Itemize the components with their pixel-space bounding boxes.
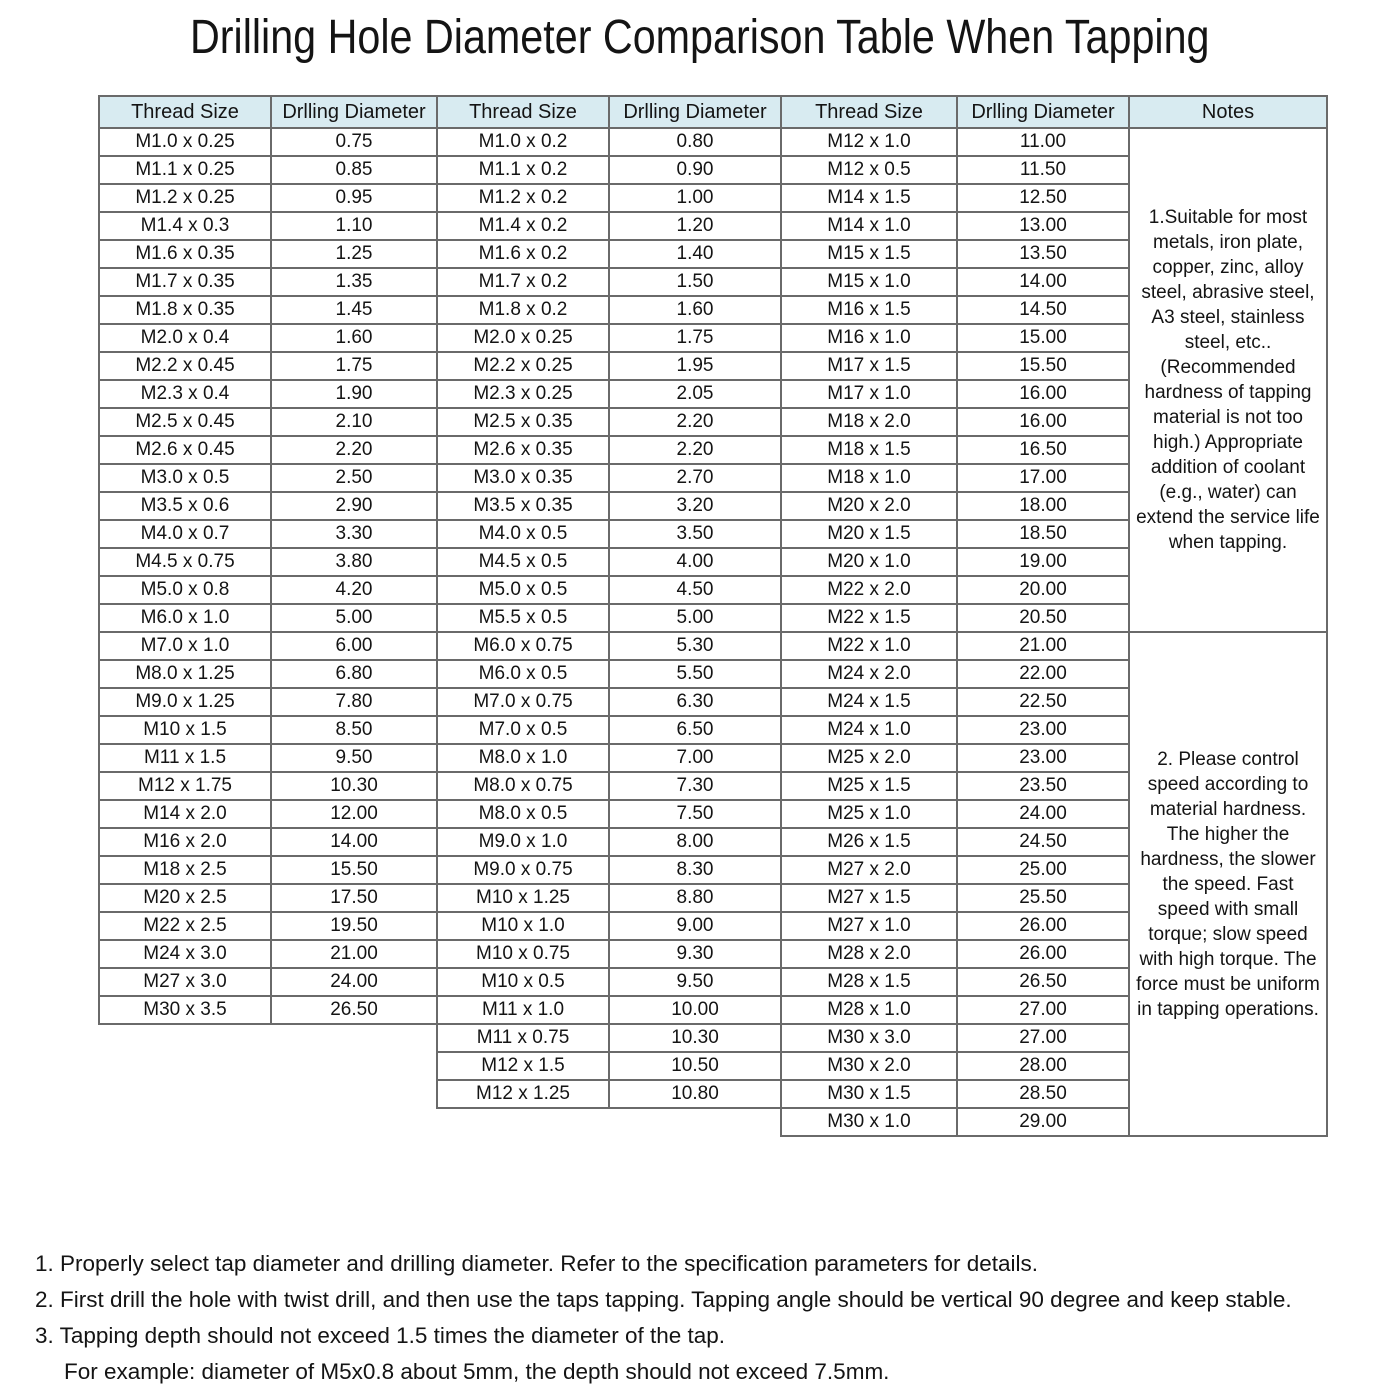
thread-size-cell: M1.6 x 0.35 (99, 240, 271, 268)
thread-size-cell: M24 x 2.0 (781, 660, 957, 688)
thread-size-cell: M27 x 1.5 (781, 884, 957, 912)
thread-size-cell: M10 x 1.25 (437, 884, 609, 912)
thread-size-cell: M30 x 1.0 (781, 1108, 957, 1136)
drilling-diameter-cell: 3.30 (271, 520, 437, 548)
drilling-diameter-cell: 2.90 (271, 492, 437, 520)
thread-size-cell: M20 x 1.0 (781, 548, 957, 576)
drilling-diameter-cell: 6.30 (609, 688, 781, 716)
drilling-diameter-cell: 6.80 (271, 660, 437, 688)
thread-size-cell: M30 x 2.0 (781, 1052, 957, 1080)
drilling-diameter-cell: 7.80 (271, 688, 437, 716)
drilling-diameter-cell: 19.50 (271, 912, 437, 940)
drilling-diameter-cell: 24.00 (271, 968, 437, 996)
thread-size-cell: M4.0 x 0.7 (99, 520, 271, 548)
drilling-diameter-cell: 0.95 (271, 184, 437, 212)
drilling-diameter-cell: 6.00 (271, 632, 437, 660)
thread-size-cell: M14 x 1.0 (781, 212, 957, 240)
thread-size-cell: M24 x 3.0 (99, 940, 271, 968)
drilling-diameter-cell: 23.00 (957, 716, 1129, 744)
thread-size-cell: M5.0 x 0.5 (437, 576, 609, 604)
drilling-diameter-cell: 16.00 (957, 408, 1129, 436)
drilling-diameter-cell: 0.75 (271, 128, 437, 156)
drilling-diameter-cell: 7.50 (609, 800, 781, 828)
thread-size-cell: M10 x 1.5 (99, 716, 271, 744)
thread-size-cell: M4.5 x 0.75 (99, 548, 271, 576)
thread-size-cell: M30 x 3.5 (99, 996, 271, 1024)
column-header: Thread Size (437, 96, 609, 128)
title-wrap (0, 10, 1400, 65)
drilling-diameter-cell: 2.50 (271, 464, 437, 492)
drilling-diameter-cell: 21.00 (957, 632, 1129, 660)
drilling-diameter-cell: 5.50 (609, 660, 781, 688)
thread-size-cell: M18 x 1.5 (781, 436, 957, 464)
drilling-diameter-cell: 1.35 (271, 268, 437, 296)
drilling-diameter-cell: 1.50 (609, 268, 781, 296)
drilling-diameter-cell: 3.20 (609, 492, 781, 520)
thread-size-cell: M11 x 1.5 (99, 744, 271, 772)
drilling-diameter-cell: 2.05 (609, 380, 781, 408)
drilling-diameter-cell: 19.00 (957, 548, 1129, 576)
drilling-diameter-cell: 26.00 (957, 912, 1129, 940)
notes-cell-2: 2. Please control speed according to material hardness. The higher the hardness, the slower the speed. Fast speed with small torque; slow speed with high torque. The force must be uniform in tapping operations. (1129, 632, 1327, 1136)
drilling-diameter-cell: 24.00 (957, 800, 1129, 828)
column-header: Drlling Diameter (271, 96, 437, 128)
thread-size-cell: M2.6 x 0.35 (437, 436, 609, 464)
thread-size-cell: M22 x 1.5 (781, 604, 957, 632)
drilling-diameter-cell: 1.10 (271, 212, 437, 240)
table-row (99, 632, 1327, 660)
drilling-diameter-cell: 25.50 (957, 884, 1129, 912)
drilling-diameter-cell: 4.50 (609, 576, 781, 604)
drilling-diameter-cell: 7.00 (609, 744, 781, 772)
drilling-diameter-cell: 3.80 (271, 548, 437, 576)
drilling-diameter-cell: 25.00 (957, 856, 1129, 884)
thread-size-cell: M17 x 1.0 (781, 380, 957, 408)
drilling-diameter-cell: 22.00 (957, 660, 1129, 688)
drilling-diameter-cell: 29.00 (957, 1108, 1129, 1136)
thread-size-cell: M8.0 x 0.5 (437, 800, 609, 828)
drilling-diameter-cell: 1.25 (271, 240, 437, 268)
drilling-diameter-cell: 8.30 (609, 856, 781, 884)
thread-size-cell: M11 x 1.0 (437, 996, 609, 1024)
drilling-diameter-cell: 24.50 (957, 828, 1129, 856)
drilling-diameter-cell: 1.40 (609, 240, 781, 268)
thread-size-cell: M20 x 1.5 (781, 520, 957, 548)
thread-size-cell: M22 x 2.0 (781, 576, 957, 604)
drilling-diameter-cell: 1.00 (609, 184, 781, 212)
drilling-diameter-cell: 26.50 (271, 996, 437, 1024)
drilling-diameter-cell: 4.00 (609, 548, 781, 576)
drilling-diameter-cell: 2.70 (609, 464, 781, 492)
drilling-diameter-cell: 27.00 (957, 1024, 1129, 1052)
thread-size-cell: M25 x 1.0 (781, 800, 957, 828)
thread-size-cell: M4.0 x 0.5 (437, 520, 609, 548)
thread-size-cell: M6.0 x 0.5 (437, 660, 609, 688)
column-header: Drlling Diameter (957, 96, 1129, 128)
thread-size-cell: M7.0 x 0.75 (437, 688, 609, 716)
column-header: Notes (1129, 96, 1327, 128)
thread-size-cell: M9.0 x 1.0 (437, 828, 609, 856)
drilling-diameter-cell: 0.85 (271, 156, 437, 184)
drilling-diameter-cell: 6.50 (609, 716, 781, 744)
drilling-diameter-cell: 16.50 (957, 436, 1129, 464)
drilling-diameter-cell: 26.00 (957, 940, 1129, 968)
thread-size-cell: M27 x 1.0 (781, 912, 957, 940)
thread-size-cell: M10 x 0.75 (437, 940, 609, 968)
drilling-diameter-cell: 2.10 (271, 408, 437, 436)
thread-size-cell: M2.2 x 0.45 (99, 352, 271, 380)
thread-size-cell: M10 x 1.0 (437, 912, 609, 940)
thread-size-cell: M2.3 x 0.4 (99, 380, 271, 408)
footer-note-1: 1. Properly select tap diameter and drilling diameter. Refer to the specification parameters for details. (35, 1251, 1038, 1276)
drilling-diameter-cell: 12.50 (957, 184, 1129, 212)
drilling-diameter-cell: 5.30 (609, 632, 781, 660)
drilling-diameter-cell: 22.50 (957, 688, 1129, 716)
column-header: Drlling Diameter (609, 96, 781, 128)
blank-cell (99, 1024, 437, 1052)
thread-size-cell: M22 x 2.5 (99, 912, 271, 940)
thread-size-cell: M6.0 x 1.0 (99, 604, 271, 632)
drilling-diameter-cell: 15.00 (957, 324, 1129, 352)
thread-size-cell: M16 x 1.5 (781, 296, 957, 324)
thread-size-cell: M12 x 0.5 (781, 156, 957, 184)
drilling-diameter-cell: 23.50 (957, 772, 1129, 800)
drilling-diameter-cell: 1.75 (609, 324, 781, 352)
table-header-row (99, 96, 1327, 128)
footer-notes (35, 1246, 1380, 1390)
drilling-diameter-cell: 2.20 (609, 436, 781, 464)
drilling-diameter-cell: 0.80 (609, 128, 781, 156)
thread-size-cell: M8.0 x 1.0 (437, 744, 609, 772)
drilling-diameter-cell: 8.80 (609, 884, 781, 912)
drilling-diameter-cell: 5.00 (271, 604, 437, 632)
drilling-diameter-cell: 9.00 (609, 912, 781, 940)
thread-size-cell: M12 x 1.0 (781, 128, 957, 156)
thread-size-cell: M2.5 x 0.45 (99, 408, 271, 436)
blank-cell (99, 1052, 437, 1080)
thread-size-cell: M5.5 x 0.5 (437, 604, 609, 632)
thread-size-cell: M2.5 x 0.35 (437, 408, 609, 436)
thread-size-cell: M8.0 x 1.25 (99, 660, 271, 688)
drilling-diameter-cell: 20.50 (957, 604, 1129, 632)
thread-size-cell: M15 x 1.5 (781, 240, 957, 268)
thread-size-cell: M1.8 x 0.2 (437, 296, 609, 324)
thread-size-cell: M22 x 1.0 (781, 632, 957, 660)
thread-size-cell: M1.7 x 0.2 (437, 268, 609, 296)
thread-size-cell: M28 x 1.5 (781, 968, 957, 996)
thread-size-cell: M3.0 x 0.35 (437, 464, 609, 492)
drilling-diameter-cell: 17.50 (271, 884, 437, 912)
column-header: Thread Size (781, 96, 957, 128)
drilling-diameter-cell: 2.20 (609, 408, 781, 436)
notes-cell-1: 1.Suitable for most metals, iron plate, copper, zinc, alloy steel, abrasive steel, A3 steel, stainless steel, etc..(Recommended hardness of tapping material is not too high.) Appropriate addition of coolant (e.g., water) can extend the service life when tapping. (1129, 128, 1327, 632)
thread-size-cell: M12 x 1.25 (437, 1080, 609, 1108)
thread-size-cell: M2.3 x 0.25 (437, 380, 609, 408)
blank-cell (437, 1108, 781, 1136)
footer-note-2: 2. First drill the hole with twist drill, and then use the taps tapping. Tapping angle should be vertical 90 degree and keep stable. (35, 1287, 1292, 1312)
thread-size-cell: M11 x 0.75 (437, 1024, 609, 1052)
page-title: Drilling Hole Diameter Comparison Table When Tapping (190, 11, 1210, 64)
drilling-diameter-cell: 14.50 (957, 296, 1129, 324)
drilling-diameter-cell: 10.30 (271, 772, 437, 800)
thread-size-cell: M25 x 2.0 (781, 744, 957, 772)
drilling-diameter-cell: 10.50 (609, 1052, 781, 1080)
thread-size-cell: M3.5 x 0.35 (437, 492, 609, 520)
thread-size-cell: M18 x 2.0 (781, 408, 957, 436)
drilling-diameter-cell: 9.50 (271, 744, 437, 772)
thread-size-cell: M2.0 x 0.25 (437, 324, 609, 352)
thread-size-cell: M24 x 1.0 (781, 716, 957, 744)
drilling-diameter-cell: 0.90 (609, 156, 781, 184)
drilling-diameter-cell: 15.50 (271, 856, 437, 884)
drilling-diameter-cell: 27.00 (957, 996, 1129, 1024)
thread-size-cell: M5.0 x 0.8 (99, 576, 271, 604)
thread-size-cell: M1.1 x 0.25 (99, 156, 271, 184)
thread-size-cell: M2.0 x 0.4 (99, 324, 271, 352)
thread-size-cell: M24 x 1.5 (781, 688, 957, 716)
thread-size-cell: M16 x 2.0 (99, 828, 271, 856)
drilling-diameter-cell: 1.75 (271, 352, 437, 380)
drilling-diameter-cell: 1.60 (271, 324, 437, 352)
drilling-diameter-cell: 9.50 (609, 968, 781, 996)
thread-size-cell: M16 x 1.0 (781, 324, 957, 352)
thread-size-cell: M1.2 x 0.25 (99, 184, 271, 212)
thread-size-cell: M10 x 0.5 (437, 968, 609, 996)
thread-size-cell: M28 x 2.0 (781, 940, 957, 968)
column-header: Thread Size (99, 96, 271, 128)
thread-size-cell: M3.5 x 0.6 (99, 492, 271, 520)
thread-size-cell: M2.6 x 0.45 (99, 436, 271, 464)
thread-size-cell: M1.4 x 0.3 (99, 212, 271, 240)
thread-size-cell: M18 x 1.0 (781, 464, 957, 492)
thread-size-cell: M26 x 1.5 (781, 828, 957, 856)
drilling-diameter-cell: 18.00 (957, 492, 1129, 520)
drilling-diameter-cell: 7.30 (609, 772, 781, 800)
drilling-diameter-cell: 17.00 (957, 464, 1129, 492)
thread-size-cell: M27 x 3.0 (99, 968, 271, 996)
thread-size-cell: M1.0 x 0.2 (437, 128, 609, 156)
thread-size-cell: M17 x 1.5 (781, 352, 957, 380)
drilling-diameter-cell: 28.00 (957, 1052, 1129, 1080)
thread-size-cell: M20 x 2.0 (781, 492, 957, 520)
drilling-diameter-cell: 8.50 (271, 716, 437, 744)
drilling-diameter-cell: 14.00 (271, 828, 437, 856)
drilling-diameter-cell: 28.50 (957, 1080, 1129, 1108)
drilling-diameter-cell: 3.50 (609, 520, 781, 548)
drilling-diameter-cell: 26.50 (957, 968, 1129, 996)
thread-size-cell: M9.0 x 0.75 (437, 856, 609, 884)
drilling-diameter-cell: 2.20 (271, 436, 437, 464)
thread-size-cell: M28 x 1.0 (781, 996, 957, 1024)
drilling-diameter-cell: 14.00 (957, 268, 1129, 296)
drilling-diameter-cell: 13.00 (957, 212, 1129, 240)
thread-size-cell: M7.0 x 0.5 (437, 716, 609, 744)
thread-size-cell: M9.0 x 1.25 (99, 688, 271, 716)
drilling-diameter-cell: 12.00 (271, 800, 437, 828)
drilling-diameter-cell: 10.30 (609, 1024, 781, 1052)
drilling-diameter-cell: 11.00 (957, 128, 1129, 156)
drilling-diameter-cell: 11.50 (957, 156, 1129, 184)
thread-size-cell: M30 x 3.0 (781, 1024, 957, 1052)
drilling-diameter-cell: 15.50 (957, 352, 1129, 380)
thread-size-cell: M2.2 x 0.25 (437, 352, 609, 380)
drilling-diameter-cell: 10.00 (609, 996, 781, 1024)
thread-size-cell: M15 x 1.0 (781, 268, 957, 296)
thread-size-cell: M30 x 1.5 (781, 1080, 957, 1108)
footer-note-3-example: For example: diameter of M5x0.8 about 5mm, the depth should not exceed 7.5mm. (64, 1359, 890, 1384)
table-row (99, 128, 1327, 156)
thread-size-cell: M1.8 x 0.35 (99, 296, 271, 324)
thread-size-cell: M27 x 2.0 (781, 856, 957, 884)
thread-size-cell: M3.0 x 0.5 (99, 464, 271, 492)
drilling-diameter-cell: 10.80 (609, 1080, 781, 1108)
thread-size-cell: M8.0 x 0.75 (437, 772, 609, 800)
blank-cell (99, 1108, 437, 1136)
thread-size-cell: M1.0 x 0.25 (99, 128, 271, 156)
drilling-diameter-cell: 1.90 (271, 380, 437, 408)
thread-size-cell: M1.2 x 0.2 (437, 184, 609, 212)
drilling-diameter-cell: 18.50 (957, 520, 1129, 548)
thread-size-cell: M25 x 1.5 (781, 772, 957, 800)
drilling-diameter-cell: 1.60 (609, 296, 781, 324)
drilling-diameter-cell: 23.00 (957, 744, 1129, 772)
footer-note-3: 3. Tapping depth should not exceed 1.5 times the diameter of the tap. (35, 1323, 726, 1348)
drilling-diameter-cell: 9.30 (609, 940, 781, 968)
drilling-diameter-cell: 16.00 (957, 380, 1129, 408)
drilling-diameter-cell: 21.00 (271, 940, 437, 968)
thread-size-cell: M1.1 x 0.2 (437, 156, 609, 184)
thread-size-cell: M4.5 x 0.5 (437, 548, 609, 576)
blank-cell (99, 1080, 437, 1108)
thread-size-cell: M1.4 x 0.2 (437, 212, 609, 240)
thread-size-cell: M12 x 1.5 (437, 1052, 609, 1080)
thread-size-cell: M12 x 1.75 (99, 772, 271, 800)
drilling-diameter-cell: 8.00 (609, 828, 781, 856)
drilling-diameter-cell: 4.20 (271, 576, 437, 604)
thread-size-cell: M14 x 2.0 (99, 800, 271, 828)
drilling-diameter-cell: 1.20 (609, 212, 781, 240)
drilling-diameter-cell: 5.00 (609, 604, 781, 632)
drilling-diameter-cell: 20.00 (957, 576, 1129, 604)
drilling-diameter-cell: 1.95 (609, 352, 781, 380)
thread-size-cell: M1.6 x 0.2 (437, 240, 609, 268)
thread-size-cell: M6.0 x 0.75 (437, 632, 609, 660)
tapping-diameter-table (98, 95, 1328, 1137)
thread-size-cell: M14 x 1.5 (781, 184, 957, 212)
drilling-diameter-cell: 13.50 (957, 240, 1129, 268)
thread-size-cell: M1.7 x 0.35 (99, 268, 271, 296)
drilling-diameter-cell: 1.45 (271, 296, 437, 324)
thread-size-cell: M7.0 x 1.0 (99, 632, 271, 660)
thread-size-cell: M20 x 2.5 (99, 884, 271, 912)
thread-size-cell: M18 x 2.5 (99, 856, 271, 884)
